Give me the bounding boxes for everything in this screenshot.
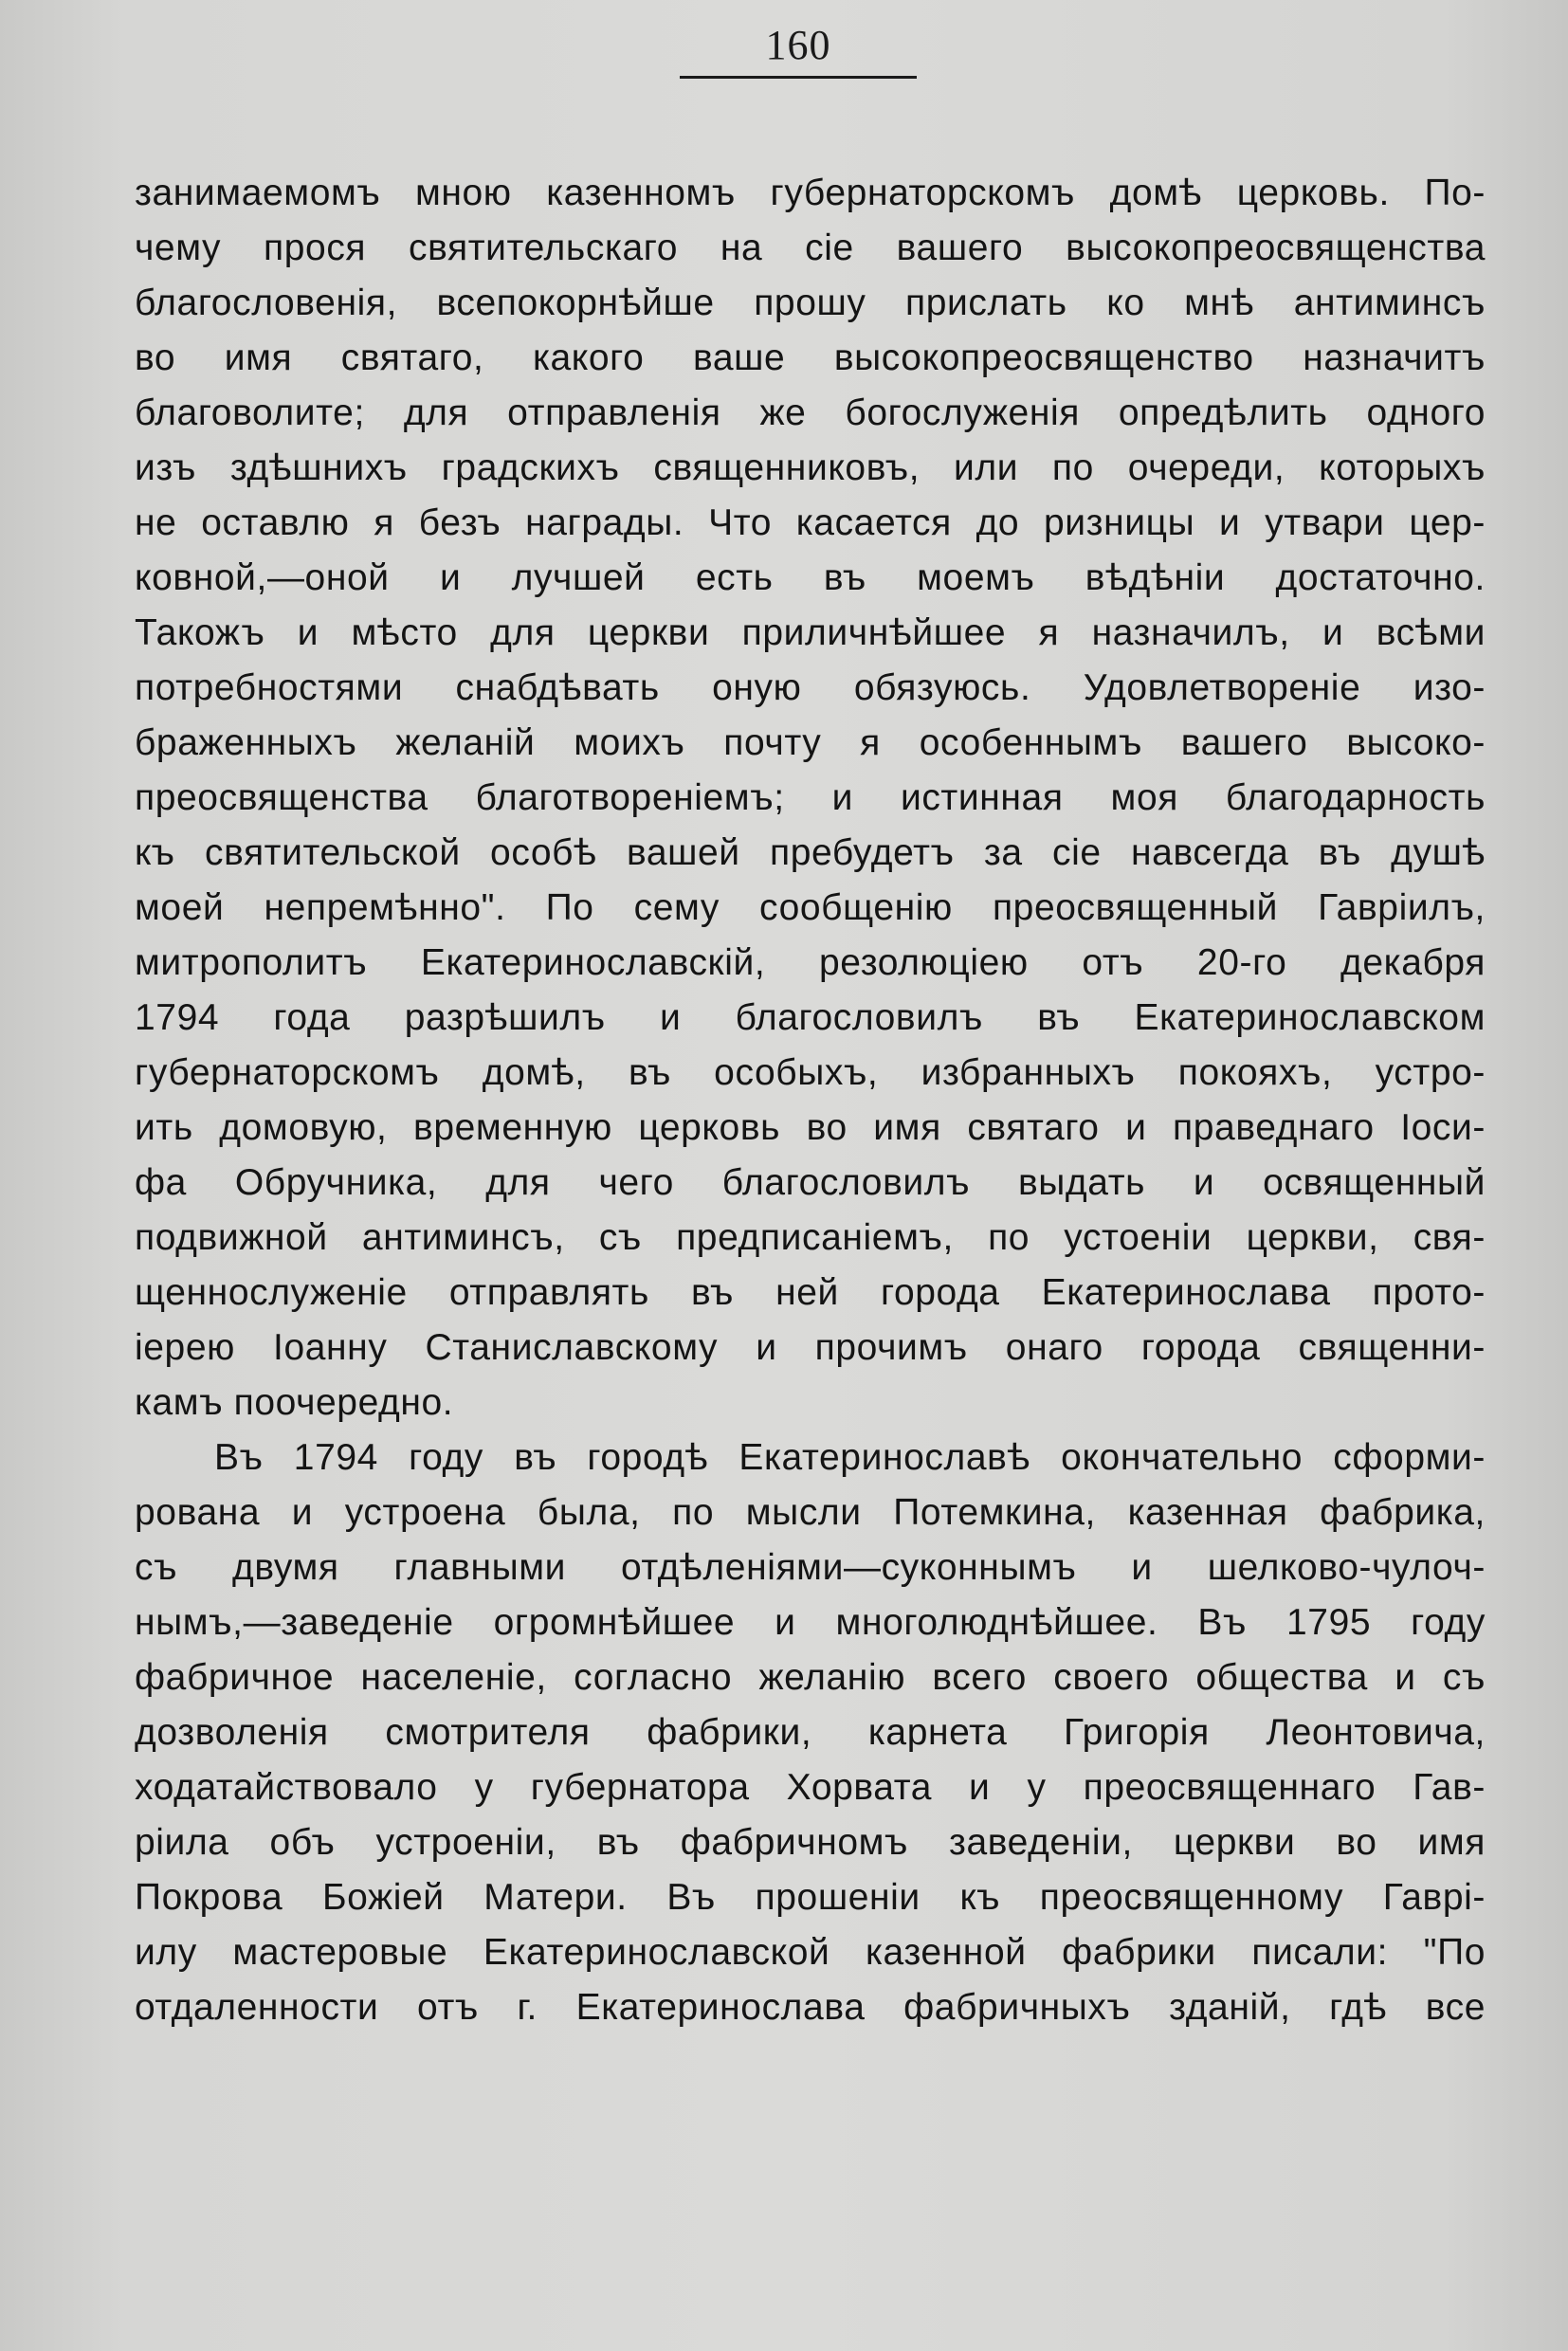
text-line: фа Обручника, для чего благословилъ выдать и освященный xyxy=(135,1162,1486,1203)
text-line: 1794 года разрѣшилъ и благословилъ въ Екатеринославском xyxy=(135,997,1486,1038)
text-line: къ святительской особѣ вашей пребудетъ за сіе навсегда въ душѣ xyxy=(135,832,1486,873)
text-line: ріила объ устроеніи, въ фабричномъ заведеніи, церкви во имя xyxy=(135,1822,1486,1863)
text-line: преосвященства благотвореніемъ; и истинная моя благодарность xyxy=(135,777,1486,818)
paragraph-start-line: Въ 1794 году въ городѣ Екатеринославѣ окончательно сформи- xyxy=(214,1437,1486,1478)
text-line: фабричное населеніе, согласно желанію всего своего общества и съ xyxy=(135,1657,1486,1698)
page-number: 160 xyxy=(765,22,831,68)
text-line: отдаленности отъ г. Екатеринослава фабричныхъ зданій, гдѣ все xyxy=(135,1987,1486,2028)
text-line: ить домовую, временную церковь во имя святаго и праведнаго Іоси- xyxy=(135,1107,1486,1148)
header-rule xyxy=(680,76,917,79)
text-line: рована и устроена была, по мысли Потемкина, казенная фабрика, xyxy=(135,1492,1486,1533)
text-line: моей непремѣнно". По сему сообщенію преосвященный Гавріилъ, xyxy=(135,887,1486,928)
body-text xyxy=(135,166,1486,2035)
text-line: подвижной антиминсъ, съ предписаніемъ, по устоеніи церкви, свя- xyxy=(135,1217,1486,1258)
text-line: занимаемомъ мною казенномъ губернаторскомъ домѣ церковь. По- xyxy=(135,173,1486,213)
text-line: Покрова Божіей Матери. Въ прошеніи къ преосвященному Гаврі- xyxy=(135,1877,1486,1918)
text-line: благословенія, всепокорнѣйше прошу прислать ко мнѣ антиминсъ xyxy=(135,282,1486,323)
text-line: митрополитъ Екатеринославскій, резолюціею отъ 20-го декабря xyxy=(135,942,1486,983)
text-line: нымъ,—заведеніе огромнѣйшее и многолюднѣйшее. Въ 1795 году xyxy=(135,1602,1486,1643)
text-line: илу мастеровые Екатеринославской казенной фабрики писали: "По xyxy=(135,1932,1486,1973)
text-line: чему прося святительскаго на сіе вашего высокопреосвященства xyxy=(135,228,1486,268)
text-line: щеннослуженіе отправлять въ ней города Екатеринослава прото- xyxy=(135,1272,1486,1313)
paragraph-end-line: камъ поочередно. xyxy=(135,1382,454,1423)
text-line: Такожъ и мѣсто для церкви приличнѣйшее я назначилъ, и всѣми xyxy=(135,612,1486,653)
text-line: ходатайствовало у губернатора Хорвата и у преосвященнаго Гав- xyxy=(135,1767,1486,1808)
text-line: іерею Іоанну Станиславскому и прочимъ онаго города священни- xyxy=(135,1327,1486,1368)
text-line: браженныхъ желаній моихъ почту я особеннымъ вашего высоко- xyxy=(135,722,1486,763)
text-line: потребностями снабдѣвать оную обязуюсь. Удовлетвореніе изо- xyxy=(135,667,1486,708)
text-line: не оставлю я безъ награды. Что касается до ризницы и утвари цер- xyxy=(135,502,1486,543)
text-line: дозволенія смотрителя фабрики, карнета Григорія Леонтовича, xyxy=(135,1712,1486,1753)
text-line: ковной,—оной и лучшей есть въ моемъ вѣдѣніи достаточно. xyxy=(135,557,1486,598)
text-line: благоволите; для отправленія же богослуженія опредѣлить одного xyxy=(135,392,1486,433)
text-line: изъ здѣшнихъ градскихъ священниковъ, или по очереди, которыхъ xyxy=(135,447,1486,488)
text-line: съ двумя главными отдѣленіями—суконнымъ и шелково-чулоч- xyxy=(135,1547,1486,1588)
text-line: во имя святаго, какого ваше высокопреосвященство назначитъ xyxy=(135,337,1486,378)
text-line: губернаторскомъ домѣ, въ особыхъ, избранныхъ покояхъ, устро- xyxy=(135,1052,1486,1093)
